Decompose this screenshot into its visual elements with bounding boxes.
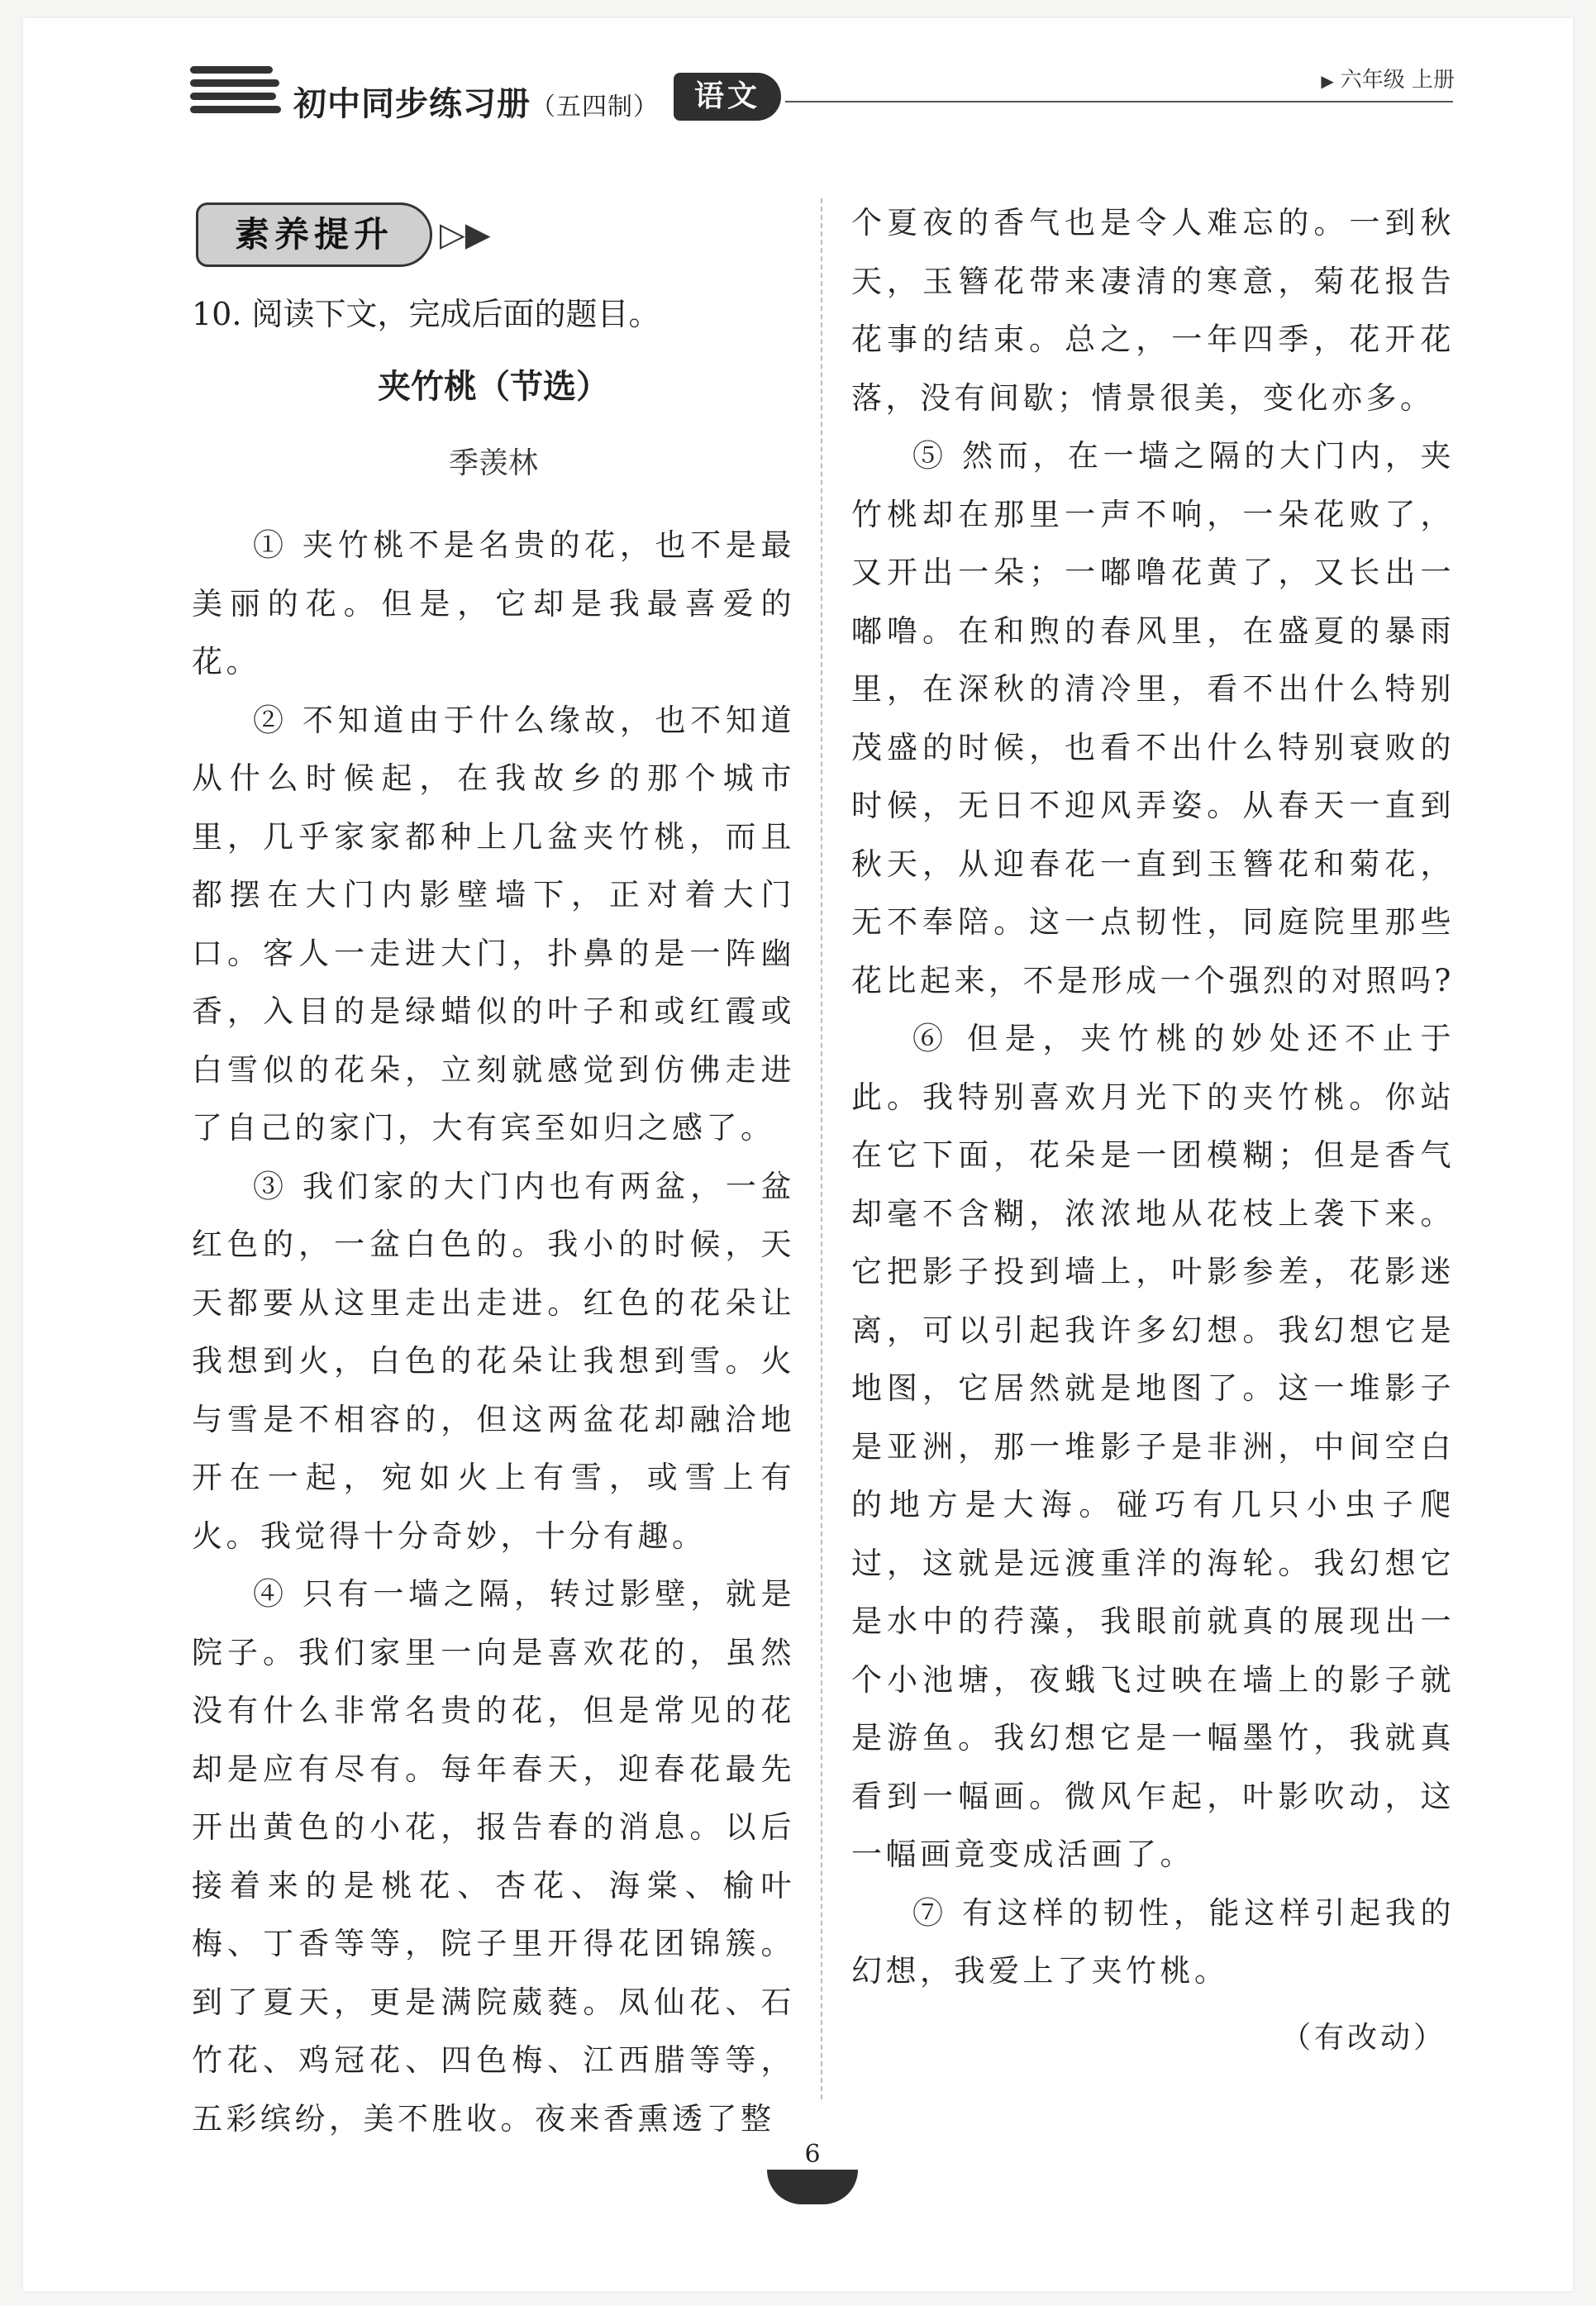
page-header [190, 58, 1455, 132]
article-author: 季羡林 [448, 446, 538, 480]
paragraph-7: ⑦ 有这样的韧性，能这样引起我的幻想，我爱上了夹竹桃。 [851, 1894, 1455, 1989]
paragraph-4-continuation: 个夏夜的香气也是令人难忘的。一到秋天，玉簪花带来凄清的寒意，菊花报告花事的结束。总之，一年四季，花开花落，没有间歇；情景很美，变化亦多。 [851, 205, 1455, 416]
page-number [759, 2137, 874, 2227]
right-column [851, 194, 1455, 2067]
section-badge: 素养提升 [196, 202, 432, 267]
play-arrow-icon: ▷▶ [440, 216, 491, 254]
paragraph-6: ⑥ 但是，夹竹桃的妙处还不止于此。我特别喜欢月光下的夹竹桃。你站在它下面，花朵是一团模糊；但是香气却毫不含糊，浓浓地从花枝上袭下来。它把影子投到墙上，叶影参差，花影迷离，可以引起我许多幻想。我幻想它是地图，它居然就是地图了。这一堆影子是亚洲，那一堆影子是非洲，中间空白的地方是大海。碰巧有几只小虫子爬过，这就是远渡重洋的海轮。我幻想它是水中的荇藻，我眼前就真的展现出一个小池塘，夜蛾飞过映在墙上的影子就是游鱼。我幻想它是一幅墨竹，我就真看到一幅画。微风乍起，叶影吹动，这一幅画竟变成活画了。 [851, 1021, 1455, 1872]
triangle-right-icon: ▶ [1321, 71, 1334, 91]
header-rule [785, 101, 1453, 102]
grade-label: ▶ 六年级 上册 [1321, 68, 1455, 93]
paragraph-3: ③ 我们家的大门内也有两盆，一盆红色的，一盆白色的。我小的时候，天天都要从这里走出走进。红色的花朵让我想到火，白色的花朵让我想到雪。火与雪是不相容的，但这两盆花却融洽地开在一起，宛如火上有雪，或雪上有火。我觉得十分奇妙，十分有趣。 [192, 1168, 795, 1554]
paragraph-1: ① 夹竹桃不是名贵的花，也不是最美丽的花。但是，它却是我最喜爱的花。 [192, 527, 795, 679]
book-title: 初中同步练习册（五四制） [293, 85, 659, 123]
article-title: 夹竹桃（节选） [378, 368, 609, 406]
section-header [192, 194, 795, 269]
page-number-text: 6 [804, 2140, 821, 2169]
left-column [192, 194, 795, 2148]
graduation-cap-icon [767, 2170, 858, 2204]
book-stack-icon [190, 66, 281, 124]
paragraph-4: ④ 只有一墙之隔，转过影壁，就是院子。我们家里一向是喜欢花的，虽然没有什么非常名贵的花，但是常见的花却是应有尽有。每年春天，迎春花最先开出黄色的小花，报告春的消息。以后接着来的是桃花、杏花、海棠、榆叶梅、丁香等等，院子里开得花团锦簇。到了夏天，更是满院葳蕤。凤仙花、石竹花、鸡冠花、四色梅、江西腊等等，五彩缤纷，美不胜收。夜来香熏透了整 [192, 1576, 795, 2137]
column-divider [821, 198, 822, 2099]
question-label: 10. 阅读下文，完成后面的题目。 [192, 296, 660, 332]
paragraph-2: ② 不知道由于什么缘故，也不知道从什么时候起，在我故乡的那个城市里，几乎家家都种上几盆夹竹桃，而且都摆在大门内影壁墙下，正对着大门口。客人一走进大门，扑鼻的是一阵幽香，入目的是绿蜡似的叶子和或红霞或白雪似的花朵，立刻就感觉到仿佛走进了自己的家门，大有宾至如归之感了。 [192, 702, 795, 1146]
paragraph-5: ⑤ 然而，在一墙之隔的大门内，夹竹桃却在那里一声不响，一朵花败了，又开出一朵；一嘟噜花黄了，又长出一嘟噜。在和煦的春风里，在盛夏的暴雨里，在深秋的清冷里，看不出什么特别茂盛的时候，也看不出什么特别衰败的时候，无日不迎风弄姿。从春天一直到秋天，从迎春花一直到玉簪花和菊花，无不奉陪。这一点韧性，同庭院里那些花比起来，不是形成一个强烈的对照吗? [851, 438, 1455, 998]
subject-badge: 语文 [674, 73, 781, 121]
revision-note: （有改动） [1280, 2020, 1446, 2055]
